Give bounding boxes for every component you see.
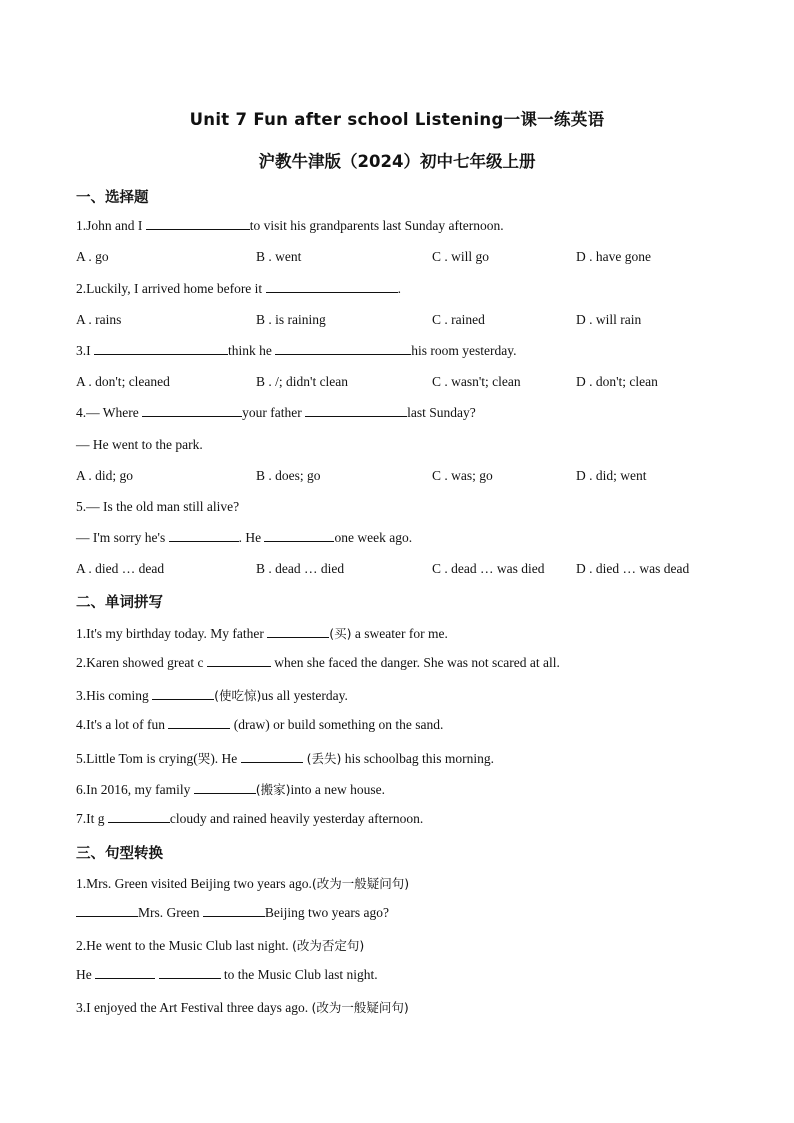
blank[interactable] [168,717,230,729]
option-a[interactable]: A . go [76,249,109,264]
section-heading-transform: 三、句型转换 [76,846,163,862]
spelling-4: 4.It's a lot of fun (draw) or build something on the sand. [76,717,444,732]
spelling-7: 7.It g cloudy and rained heavily yesterday afternoon. [76,811,424,826]
question-2: 2.Luckily, I arrived home before it . [76,281,401,296]
page-title: Unit 7 Fun after school Listening一课一练英语 [189,110,605,129]
option-b[interactable]: B . dead … died [256,561,345,576]
option-b[interactable]: B . went [256,249,302,264]
option-d[interactable]: D . will rain [576,312,642,327]
blank[interactable] [264,530,334,542]
option-d[interactable]: D . don't; clean [576,374,658,389]
blank[interactable] [159,967,221,979]
option-b[interactable]: B . /; didn't clean [256,374,349,389]
option-a[interactable]: A . died … dead [76,561,165,576]
question-1: 1.John and I to visit his grandparents last Sunday afternoon. [76,218,504,233]
option-c[interactable]: C . will go [432,249,490,264]
option-d[interactable]: D . died … was dead [576,561,690,576]
transform-1: 1.Mrs. Green visited Beijing two years ago.(改为一般疑问句) [76,876,410,891]
blank[interactable] [203,905,265,917]
spelling-3: 3.His coming (使吃惊)us all yesterday. [76,688,348,703]
blank[interactable] [305,405,407,417]
question-5: 5.— Is the old man still alive? [76,499,240,514]
section-heading-spelling: 二、单词拼写 [76,595,163,611]
question-5-answer: — I'm sorry he's . He one week ago. [76,530,413,545]
blank[interactable] [169,530,239,542]
option-a[interactable]: A . rains [76,312,122,327]
option-a[interactable]: A . did; go [76,468,134,483]
option-d[interactable]: D . did; went [576,468,647,483]
spelling-5: 5.Little Tom is crying(哭). He (丢失) his schoolbag this morning. [76,751,495,766]
option-a[interactable]: A . don't; cleaned [76,374,170,389]
blank[interactable] [95,967,155,979]
page-subtitle: 沪教牛津版（2024）初中七年级上册 [258,152,536,171]
option-d[interactable]: D . have gone [576,249,651,264]
blank[interactable] [76,905,138,917]
blank[interactable] [241,751,303,763]
spelling-6: 6.In 2016, my family (搬家)into a new house. [76,782,385,797]
spelling-2: 2.Karen showed great c when she faced the danger. She was not scared at all. [76,655,560,670]
transform-1-answer: Mrs. Green Beijing two years ago? [76,905,389,921]
blank[interactable] [94,343,228,355]
blank[interactable] [108,811,170,823]
spelling-1: 1.It's my birthday today. My father (买) a sweater for me. [76,626,448,641]
blank[interactable] [266,281,398,293]
option-c[interactable]: C . wasn't; clean [432,374,521,389]
blank[interactable] [194,782,256,794]
transform-2: 2.He went to the Music Club last night. (改为否定句) [76,938,365,953]
blank[interactable] [146,218,250,230]
blank[interactable] [207,655,271,667]
option-c[interactable]: C . dead … was died [432,561,545,576]
question-4: 4.— Where your father last Sunday? [76,405,476,420]
question-4-answer: — He went to the park. [76,437,203,452]
option-c[interactable]: C . rained [432,312,485,327]
option-c[interactable]: C . was; go [432,468,493,483]
blank[interactable] [267,626,329,638]
blank[interactable] [142,405,242,417]
blank[interactable] [275,343,411,355]
option-b[interactable]: B . does; go [256,468,321,483]
blank[interactable] [152,688,214,700]
option-b[interactable]: B . is raining [256,312,326,327]
transform-3: 3.I enjoyed the Art Festival three days ago. (改为一般疑问句) [76,1000,409,1015]
question-3: 3.I think he his room yesterday. [76,343,517,358]
transform-2-answer: He to the Music Club last night. [76,967,378,982]
section-heading-choice: 一、选择题 [76,190,149,206]
